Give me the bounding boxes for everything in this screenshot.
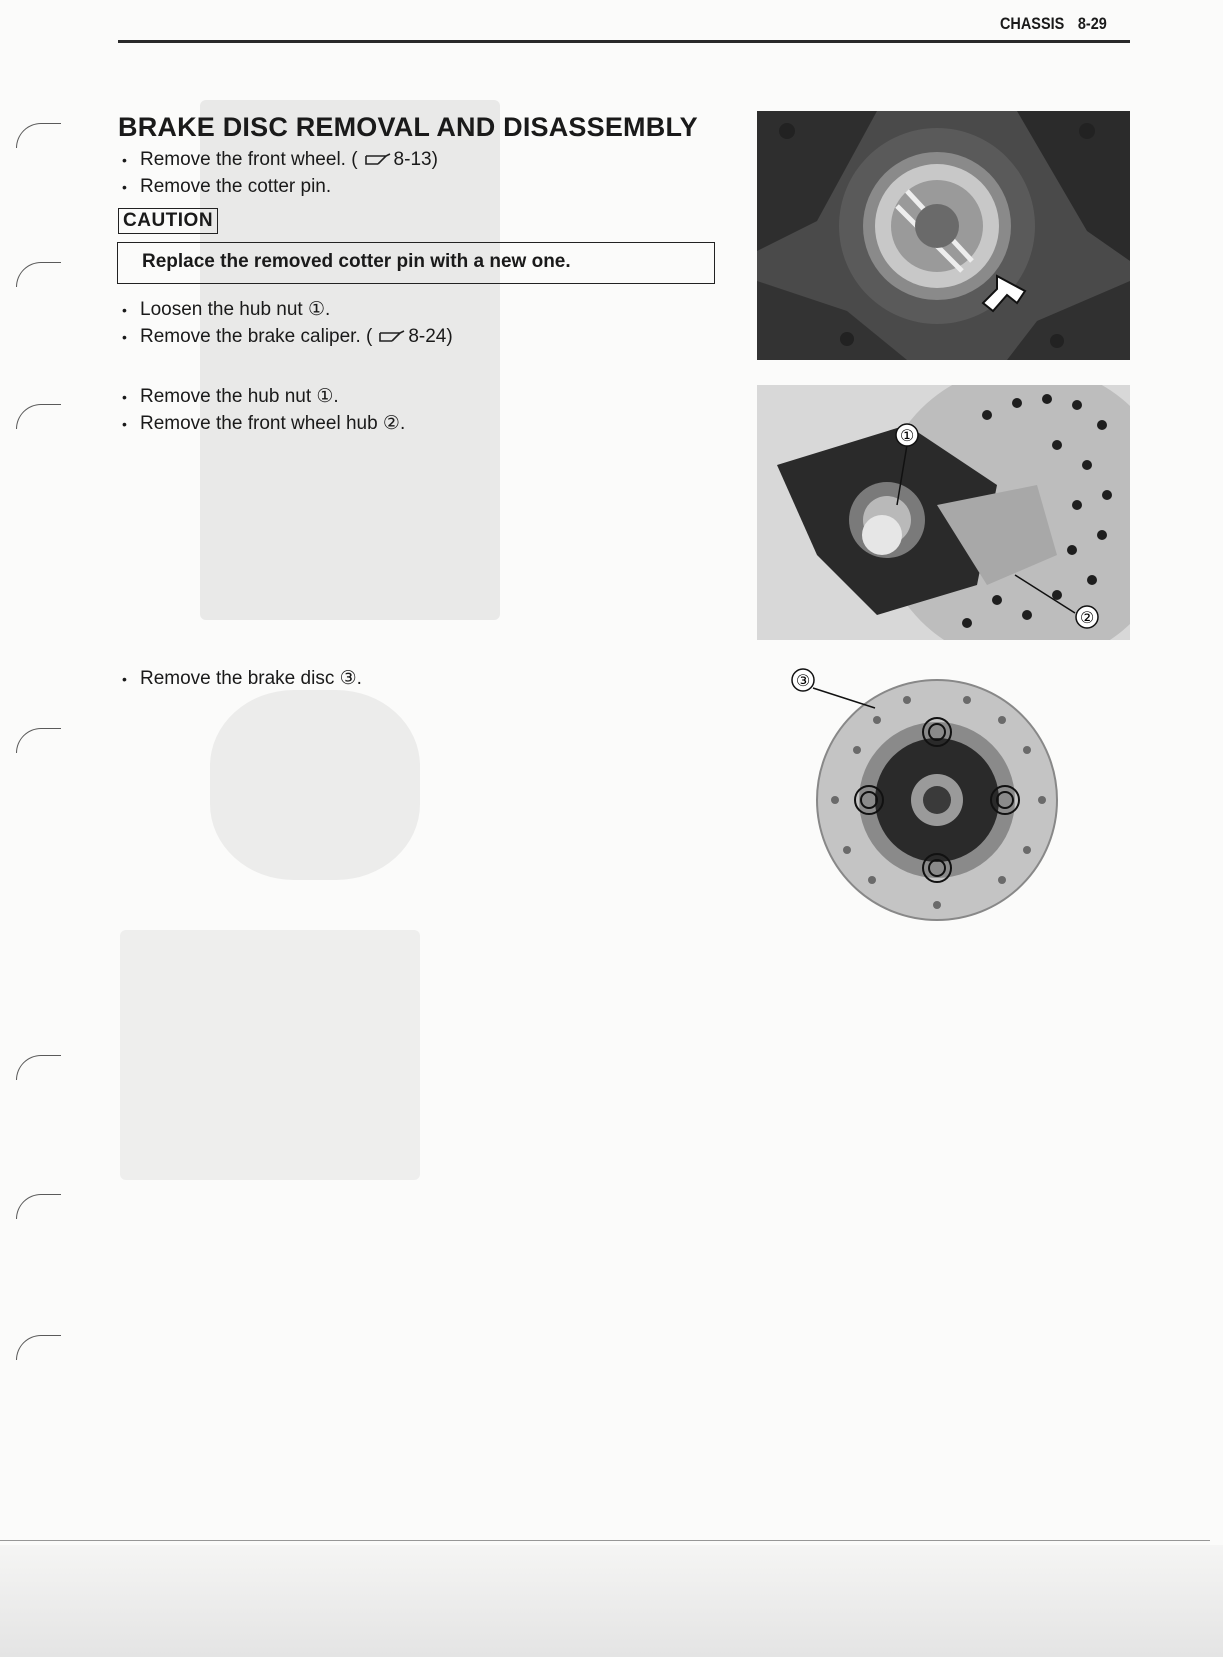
binder-mark [16, 1335, 61, 1360]
list-item: • Remove the brake disc ③. [122, 668, 362, 689]
page-number: 8-29 [1077, 14, 1107, 33]
binder-mark [16, 1055, 61, 1080]
hub-nut-photo [757, 111, 1130, 360]
list-item: • Loosen the hub nut ①. [122, 299, 331, 320]
list-item: • Remove the brake caliper. ( 8-24) [122, 325, 453, 347]
callout-1: ① [899, 426, 915, 445]
page-header [1000, 14, 1111, 40]
callout-2: ② [1079, 608, 1095, 627]
section-title: BRAKE DISC REMOVAL AND DISASSEMBLY [118, 112, 698, 142]
binder-mark [16, 123, 61, 148]
page-reference-icon [378, 329, 406, 345]
step-list-4 [122, 665, 362, 692]
photo-wheel-hub [757, 385, 1130, 640]
list-item: • Remove the front wheel. ( 8-13) [122, 148, 438, 170]
bleed-through-lower [120, 930, 420, 1180]
binder-mark [16, 262, 61, 287]
binder-mark [16, 1194, 61, 1219]
photo-cotter-pin [757, 111, 1130, 360]
binder-mark [16, 728, 61, 753]
brake-disc-photo [757, 660, 1130, 930]
page-reference-icon [364, 152, 392, 168]
list-item: • Remove the hub nut ①. [122, 386, 339, 407]
caution-box [117, 242, 715, 284]
binder-mark [16, 404, 61, 429]
photo-brake-disc [757, 660, 1130, 930]
scan-bottom-shadow [0, 1545, 1223, 1657]
caution-text: Replace the removed cotter pin with a new one. [142, 251, 571, 272]
list-item: • Remove the front wheel hub ②. [122, 413, 406, 434]
callout-3: ③ [795, 671, 811, 690]
step-list-1 [122, 146, 438, 200]
caution-label: CAUTION [118, 208, 218, 234]
list-item: • Remove the cotter pin. [122, 175, 332, 197]
scan-edge-line [0, 1540, 1210, 1541]
header-rule [118, 40, 1130, 43]
section-name: CHASSIS [1000, 14, 1065, 33]
step-list-3 [122, 383, 405, 437]
step-list-2 [122, 296, 453, 350]
wheel-hub-photo [757, 385, 1130, 640]
bleed-through-bottom [210, 690, 420, 880]
